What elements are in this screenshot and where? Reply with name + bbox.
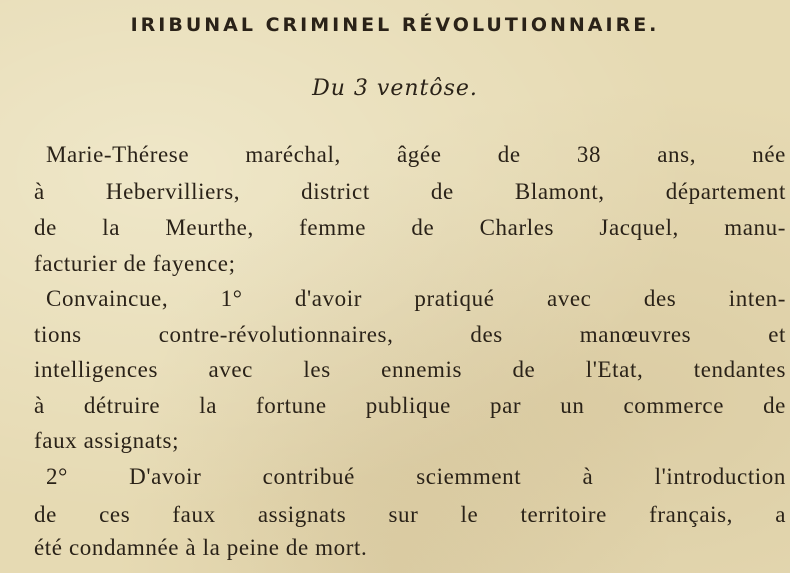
text-line-12: été condamnée à la peine de mort.: [34, 535, 368, 560]
text-line-8: à détruire la fortune publique par un commerce de: [34, 393, 786, 418]
session-date: Du 3 ventôse.: [312, 76, 478, 101]
text-line-3: de la Meurthe, femme de Charles Jacquel, manu-: [34, 215, 786, 240]
text-line-5: Convaincue, 1° d'avoir pratiqué avec des inten-: [46, 286, 786, 311]
text-line-10: 2° D'avoir contribué sciemment à l'introduction: [46, 464, 786, 489]
text-line-7: intelligences avec les ennemis de l'Etat, tendantes: [34, 357, 786, 382]
text-line-6: tions contre-révolutionnaires, des manœuvres et: [34, 322, 786, 347]
text-line-9: faux assignats;: [34, 428, 180, 453]
text-line-2: à Hebervilliers, district de Blamont, département: [34, 179, 786, 204]
text-line-1: Marie-Thérese maréchal, âgée de 38 ans, née: [46, 142, 786, 167]
text-line-11: de ces faux assignats sur le territoire français, a: [34, 502, 786, 527]
tribunal-heading: IRIBUNAL CRIMINEL RÉVOLUTIONNAIRE.: [130, 14, 660, 36]
text-line-4: facturier de fayence;: [34, 251, 236, 276]
